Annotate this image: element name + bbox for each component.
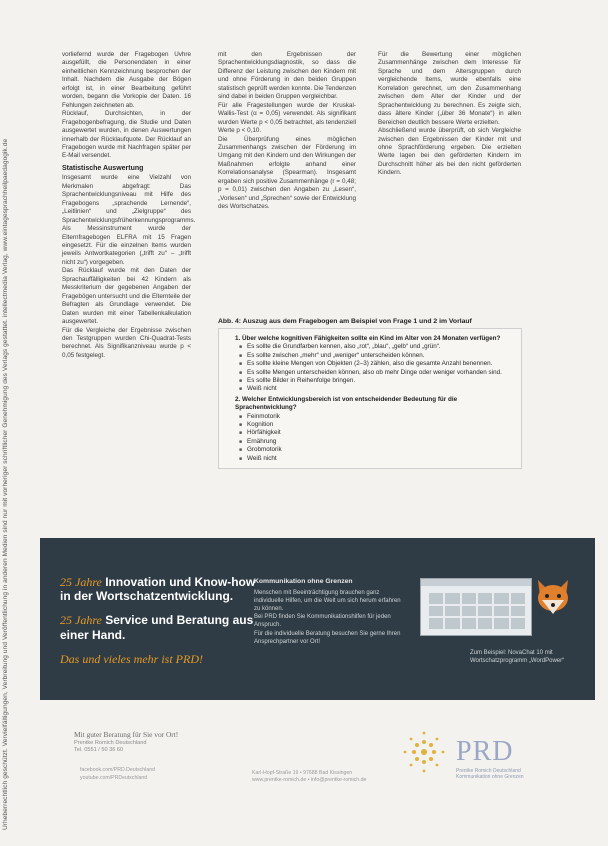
- fox-mascot-icon: [530, 574, 576, 620]
- answer-option: ■ Es sollte kleine Mengen von Objekten (2–3) zählen, also die gesamte Anzahl benennen.: [239, 360, 515, 368]
- answer-option: ■ Es sollte die Grundfarben kennen, also „rot“, „blau“, „gelb“ und „grün“.: [239, 343, 515, 351]
- paragraph: vorliefernd wurde der Fragebogen Uvhre ausgefüllt, die Personendaten in einer einheitlichen Kennzeichnung besprochen der Inhalt. Nachdem die Ausgabe der Bögen erfolgt ist, in einer Bearbeitung geführt worden, begann die Vorkopie der Daten. 16 Fehlungen zeichneten ab.: [62, 51, 191, 109]
- answer-list-1: [235, 343, 515, 393]
- answer-option: ■ Feinmotorik: [239, 413, 515, 421]
- text-column-3: [378, 51, 521, 178]
- paragraph: Das Rücklauf wurde mit den Daten der Sprachauffälligkeiten bei 42 Kindern als Messkriterium der gegebenen Angaben der Fragebögen untersucht und die Elternteile der Befragten als Grundlage verwendet. Die Daten wurden mit einer Tabellenkalkulation ausgewertet.: [62, 267, 191, 326]
- answer-option: ■ Grobmotorik: [239, 446, 515, 454]
- footer-tagline: Mit guter Beratung für Sie vor Ort!: [74, 730, 179, 739]
- answer-option: ■ Ernährung: [239, 438, 515, 446]
- phone-number: Tel. 0551 / 50 36 60: [74, 747, 124, 753]
- logo-wordmark: PRD: [456, 736, 514, 767]
- ad-headline: [60, 575, 260, 666]
- facebook-link[interactable]: facebook.com/PRD.Deutschland: [80, 767, 155, 773]
- ad-right-heading: Kommunikation ohne Grenzen: [254, 578, 353, 585]
- answer-option: ■ Hörfähigkeit: [239, 429, 515, 437]
- answer-option: ■ Weiß nicht: [239, 455, 515, 463]
- section-heading: Statistische Auswertung: [62, 164, 144, 172]
- ad-line-2: Service und Beratung aus einer Hand.: [60, 613, 254, 642]
- answer-option: ■ Es sollte Bilder in Reihenfolge bringen.: [239, 377, 515, 385]
- paragraph: Für die Bewertung einer möglichen Zusammenhänge zwischen dem Interesse für Sprache und dem Altersgruppen durch vergleichende Items, wurde ebenfalls eine Korrelation gerechnet, um den Zusammenhang zwischen dem Alter der Kinder und der Sprachentwicklung zu berechnen. Es zeigte sich, dass ältere Kinder („über 36 Monate“) in allen Bereichen deutlich bessere Werte erzielten.: [378, 51, 521, 126]
- paragraph: Für alle Fragestellungen wurde der Kruskal-Wallis-Test (α = 0,05) verwendet. Als signifikant wurden Werte p < 0,05 betrachtet, als tendenziell Werte p < 0,10.: [218, 101, 356, 135]
- prd-logo: [396, 724, 596, 784]
- address-line: Karl-Hopf-Straße 19 • 97688 Bad Kissingen: [252, 770, 353, 776]
- paragraph: Abschließend wurde überprüft, ob sich Vergleiche zwischen den Ergebnissen der Kinder mit und ohne Sprachförderung ergeben. Die erzielten Werte lagen bei den geförderten Kindern im Durchschnitt höher als bei den nicht geförderten Kindern.: [378, 127, 521, 177]
- youtube-link[interactable]: youtube.com/PRDeutschland: [80, 775, 148, 781]
- paragraph: Rücklauf, Durchsichten, in der Fragebogenbefragung, die Studie und Daten ausgewertet wurden, in denen Auswertungen innerhalb der Rücklaufquote. Der Rücklauf an Fragebogen wurde mit Nachfragen später per E-Mail versendet.: [62, 110, 191, 160]
- ad-device-caption: Zum Beispiel: NovaChat 10 mit Wortschatzprogramm „WordPower“: [470, 650, 565, 664]
- ad-paragraph: Menschen mit Beeinträchtigung brauchen ganz individuelle Hilfen, um die Welt um sich herum erfahren zu können.: [254, 590, 401, 612]
- logo-sub-line: Prentke Romich Deutschland: [456, 768, 521, 774]
- figure-caption: Abb. 4: Auszug aus dem Fragebogen am Beispiel von Frage 1 und 2 im Vorlauf: [218, 318, 472, 325]
- paragraph: Insgesamt wurde eine Vielzahl von Merkmalen abgefragt: Das Sprachentwicklungsniveau mit Hilfe des Fragebogens „sprachende Lernende“, „Leitlinien“ und „Zielgruppe“ des Sprachentwicklungsfrüherkennungsprogramms. Als Messinstrument wurde der Elternfragebogen ELFRA mit 15 Fragen eingesetzt. Für die einzelnen Items wurden jeweils Antwortkategorien („trifft zu“ – „trifft nicht zu“) vorgegeben.: [62, 174, 196, 266]
- ad-paragraph: Für die individuelle Beratung besuchen Sie gerne Ihren Ansprechpartner vor Ort!: [254, 630, 401, 645]
- text-column-2: [218, 51, 356, 212]
- paragraph: Für die Vergleiche der Ergebnisse zwischen den Testgruppen wurden Chi-Quadrat-Tests berechnet. Als Signifikanzniveau wurde p < 0,05 festgelegt.: [62, 326, 191, 359]
- device-screen-image: [420, 578, 532, 636]
- footer-contact: [74, 740, 146, 754]
- footer-address: [252, 770, 366, 784]
- logo-starburst-icon: [396, 724, 452, 780]
- answer-option: ■ Kognition: [239, 421, 515, 429]
- website-line[interactable]: www.prentke-romich.de • info@prentke-romich.de: [252, 777, 367, 783]
- text-column-1: [62, 51, 196, 360]
- questionnaire-box: [218, 328, 522, 469]
- advertiser-footer: [40, 704, 595, 824]
- ad-years-label: 25 Jahre: [60, 613, 102, 628]
- questionnaire-figure: [218, 318, 522, 469]
- answer-option: ■ Es sollte Mengen unterscheiden können, also ob mehr Dinge oder weniger vorhanden sind.: [239, 369, 515, 377]
- ad-line-3: Das und vieles mehr ist PRD!: [60, 651, 203, 666]
- logo-sub-line: Kommunikation ohne Grenzen: [456, 774, 524, 780]
- copyright-text: Urheberrechtlich geschützt. Vervielfältigungen, Verbreitung und Veröffentlichung in anderen Medien sind nur mit vorheriger schriftlicher Genehmigung des Verlags gestattet. intellectmedia Verlag, www.eintagesprachheilpaedagogik.de: [2, 138, 9, 830]
- answer-option: ■ Es sollte zwischen „mehr“ und „weniger“ unterscheiden können.: [239, 352, 515, 360]
- ad-years-label: 25 Jahre: [60, 575, 102, 589]
- question-2: 2. Welcher Entwicklungsbereich ist von entscheidender Bedeutung für die Sprachentwicklung?: [235, 395, 458, 412]
- ad-paragraph: Bei PRD finden Sie Kommunikationshilfen für jeden Anspruch.: [254, 614, 391, 629]
- paragraph: mit den Ergebnissen der Sprachentwicklungsdiagnostik, so dass die Differenz der Leistung zwischen den Kindern mit und ohne Förderung in den beiden Gruppen statistisch geprüft werden konnte. Die Tendenzen sind dabei in beiden Gruppen vergleichbar.: [218, 51, 356, 101]
- logo-subtitle: [456, 768, 524, 780]
- answer-list-2: [235, 413, 515, 463]
- question-1: 1. Über welche kognitiven Fähigkeiten sollte ein Kind im Alter von 24 Monaten verfügen?: [235, 335, 501, 342]
- company-name: Prentke Romich Deutschland: [74, 740, 147, 746]
- ad-right-text: [254, 590, 404, 648]
- social-links: [80, 766, 155, 782]
- answer-option: ■ Weiß nicht: [239, 385, 515, 393]
- copyright-spine: [2, 40, 16, 840]
- advertisement-banner: [40, 538, 595, 700]
- paragraph: Die Überprüfung eines möglichen Zusammenhangs zwischen der Förderung im Umgang mit den Kindern und den Wirkungen der Maßnahmen erfolgte anhand einer Korrelationsanalyse (Spearman). Insgesamt ergaben sich positive Zusammenhänge (r = 0,48; p = 0,01) zwischen den Angaben zu „Lesen“, „Vorlesen“ und „Sprechen“ sowie der Entwicklung des Wortschatzes.: [218, 135, 356, 211]
- ad-line-1: Innovation und Know-how in der Wortschatzentwicklung.: [60, 575, 256, 604]
